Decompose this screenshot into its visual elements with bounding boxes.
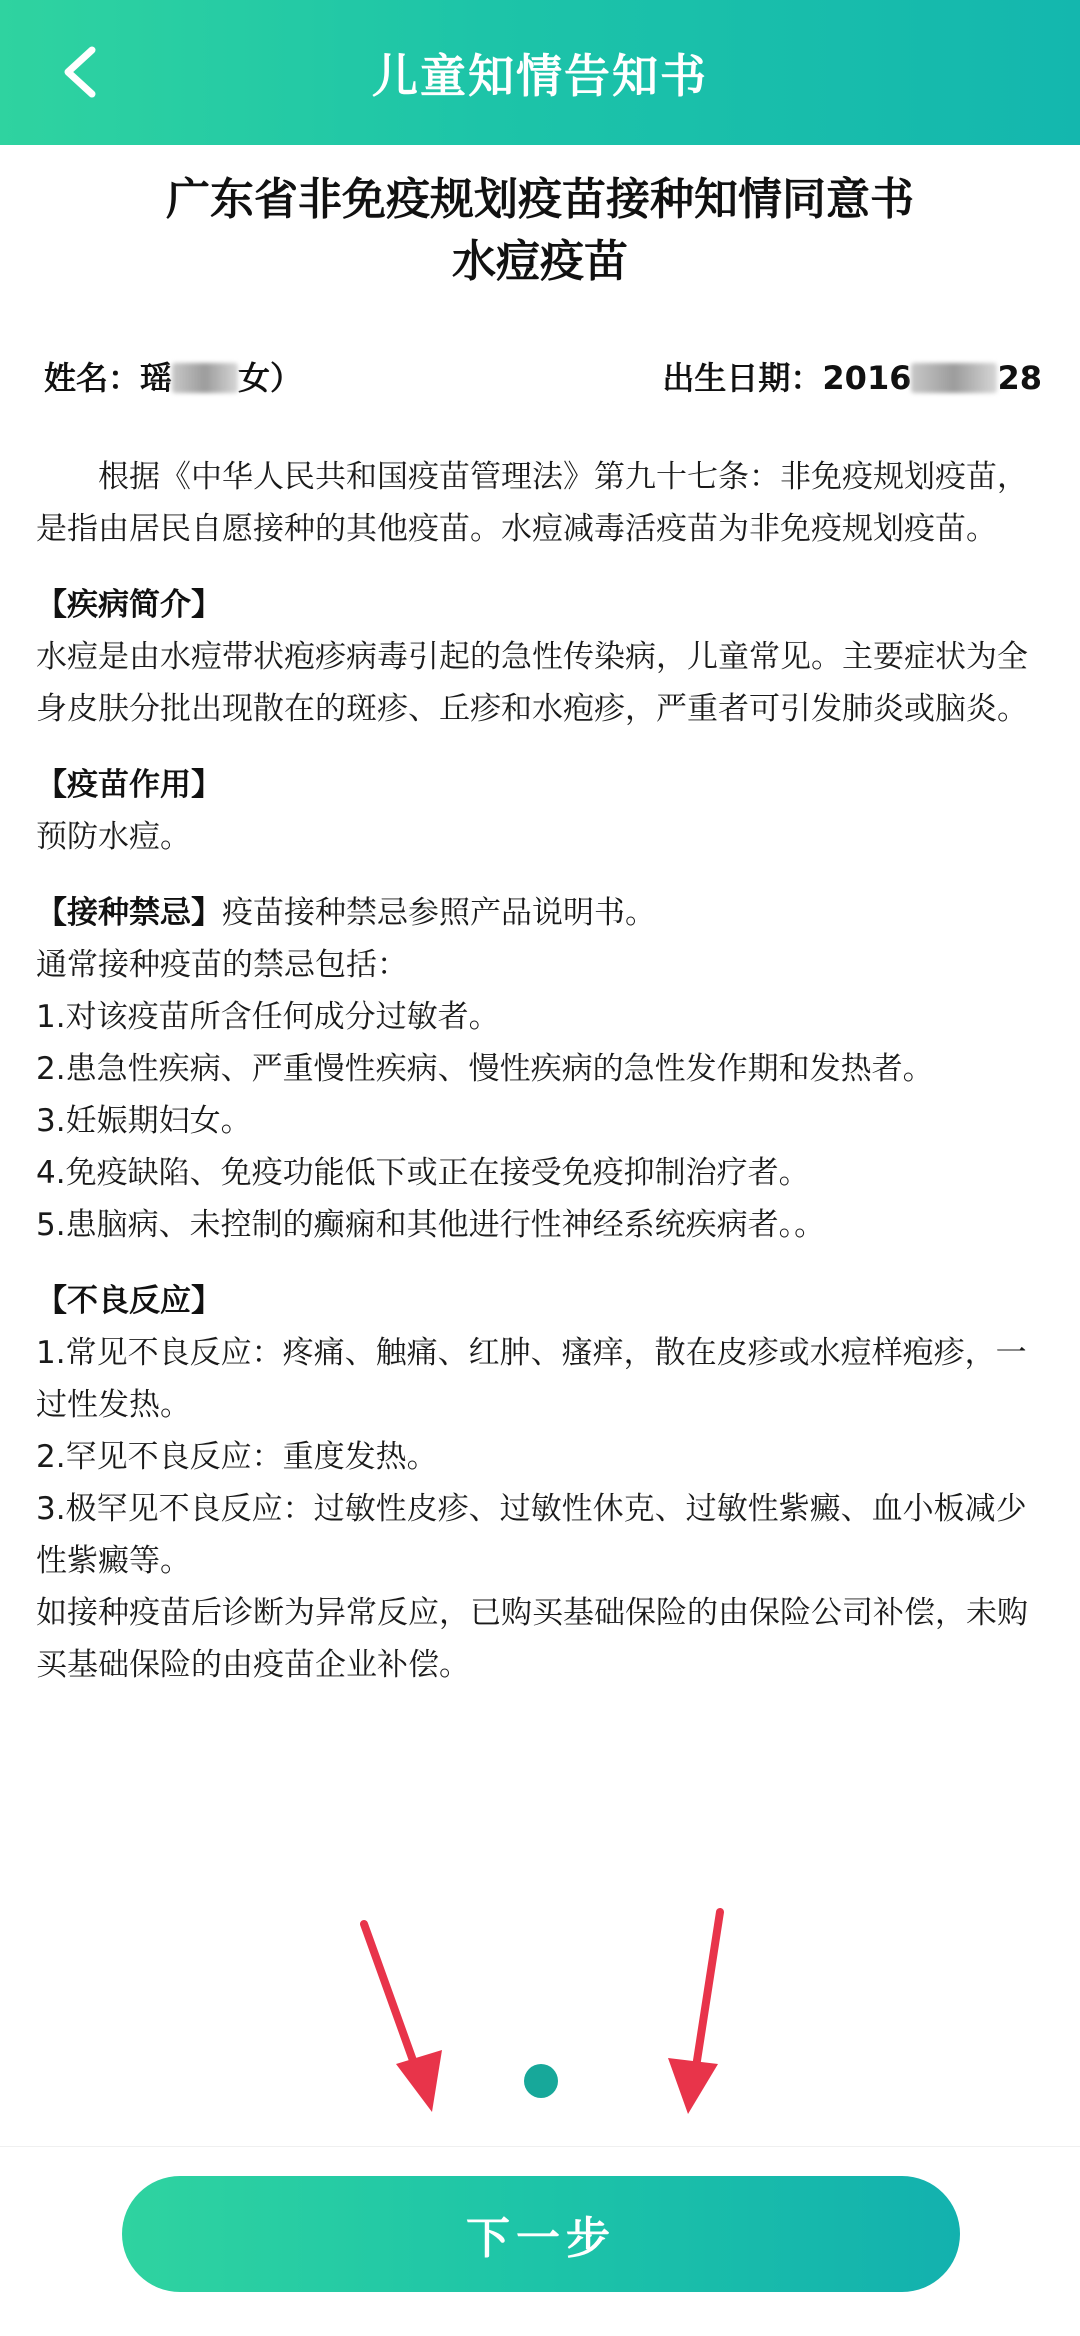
compensation-text: 如接种疫苗后诊断为异常反应，已购买基础保险的由保险公司补偿，未购买基础保险的由疫苗企业补偿。 (36, 1595, 1028, 1683)
contra-item: 4.免疫缺陷、免疫功能低下或正在接受免疫抑制治疗者。 (36, 1155, 810, 1191)
adverse-item: 1.常见不良反应：疼痛、触痛、红肿、瘙痒，散在皮疹或水痘样疱疹，一过性发热。 (36, 1335, 1027, 1423)
contra-item: 5.患脑病、未控制的癫痫和其他进行性神经系统疾病者。。 (36, 1207, 826, 1243)
document-title: 广东省非免疫规划疫苗接种知情同意书 (166, 174, 914, 225)
arrow-annotation-left (364, 1924, 442, 2112)
adverse-item: 2.罕见不良反应：重度发热。 (36, 1439, 438, 1475)
footer-divider (0, 2146, 1080, 2147)
name-value-end: 女） (238, 359, 303, 397)
contra-intro: 通常接种疫苗的禁忌包括： (36, 947, 408, 983)
adverse-item: 3.极罕见不良反应：过敏性皮疹、过敏性休克、过敏性紫癜、血小板减少性紫癜等。 (36, 1491, 1027, 1579)
name-value-start: 瑶 (140, 359, 173, 397)
effect-text: 预防水痘。 (36, 819, 191, 855)
disease-section-title: 【疾病简介】 (36, 587, 222, 623)
contra-item: 3.妊娠期妇女。 (36, 1103, 252, 1139)
page-indicator-dot (524, 2064, 558, 2098)
birth-label: 出生日期： (662, 359, 823, 397)
contra-item: 1.对该疫苗所含任何成分过敏者。 (36, 999, 500, 1035)
effect-section-title: 【疫苗作用】 (36, 767, 222, 803)
birth-value-start: 2016 (822, 359, 912, 397)
next-button[interactable]: 下一步 (122, 2176, 960, 2292)
contra-section-title: 【接种禁忌】 (36, 895, 222, 931)
vaccine-name: 水痘疫苗 (452, 236, 628, 287)
contra-inline: 疫苗接种禁忌参照产品说明书。 (222, 895, 656, 931)
intro-paragraph: 根据《中华人民共和国疫苗管理法》第九十七条：非免疫规划疫苗，是指由居民自愿接种的其他疫苗。水痘减毒活疫苗为非免疫规划疫苗。 (36, 459, 1028, 547)
disease-text: 水痘是由水痘带状疱疹病毒引起的急性传染病，儿童常见。主要症状为全身皮肤分批出现散在的斑疹、丘疹和水疱疹，严重者可引发肺炎或脑炎。 (36, 639, 1028, 727)
contra-item: 2.患急性疾病、严重慢性疾病、慢性疾病的急性发作期和发热者。 (36, 1051, 934, 1087)
page-title: 儿童知情告知书 (372, 48, 708, 103)
name-label: 姓名： (44, 359, 141, 397)
adverse-section-title: 【不良反应】 (36, 1283, 222, 1319)
birth-value-end: 28 (997, 359, 1042, 397)
arrow-annotation-right (668, 1912, 720, 2114)
